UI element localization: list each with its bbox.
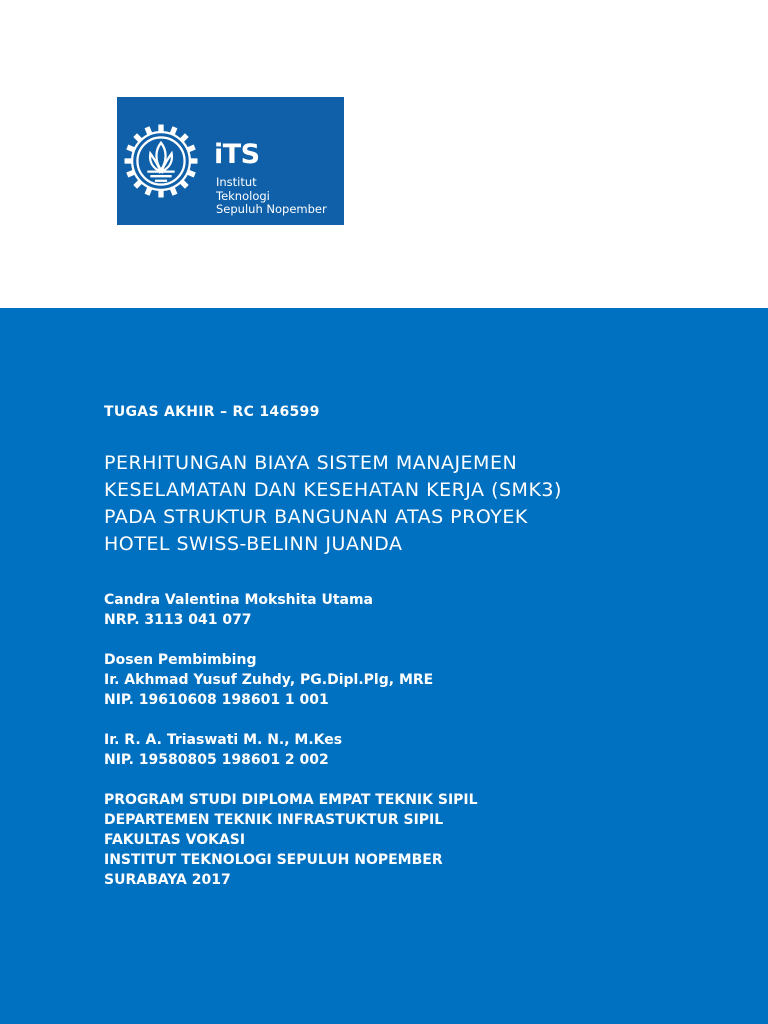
supervisor-heading: Dosen Pembimbing (104, 652, 257, 668)
supervisor-block-1 (104, 650, 433, 710)
institution-line: SURABAYA 2017 (104, 872, 231, 888)
supervisor-name: Ir. R. A. Triaswati M. N., M.Kes (104, 732, 343, 748)
author-block (104, 590, 373, 630)
institution-line: INSTITUT TEKNOLOGI SEPULUH NOPEMBER (104, 852, 443, 868)
its-seal-icon (123, 123, 199, 199)
title-line: KESELAMATAN DAN KESEHATAN KERJA (SMK3) (104, 479, 562, 501)
document-code: TUGAS AKHIR – RC 146599 (104, 404, 320, 420)
its-name-line: Sepuluh Nopember (216, 202, 327, 216)
its-name (216, 176, 327, 217)
supervisor-nip: NIP. 19580805 198601 2 002 (104, 752, 329, 768)
title-line: PERHITUNGAN BIAYA SISTEM MANAJEMEN (104, 452, 518, 474)
cover-header (0, 0, 768, 308)
its-wordmark: iTS (214, 139, 260, 170)
author-nrp: NRP. 3113 041 077 (104, 612, 252, 628)
its-name-line: Teknologi (216, 188, 270, 203)
title-line: PADA STRUKTUR BANGUNAN ATAS PROYEK (104, 506, 528, 528)
its-logo (117, 97, 344, 225)
institution-line: FAKULTAS VOKASI (104, 832, 246, 848)
supervisor-name: Ir. Akhmad Yusuf Zuhdy, PG.Dipl.Plg, MRE (104, 672, 434, 688)
institution-line: DEPARTEMEN TEKNIK INFRASTUKTUR SIPIL (104, 812, 444, 828)
institution-line: PROGRAM STUDI DIPLOMA EMPAT TEKNIK SIPIL (104, 792, 478, 808)
cover-body (0, 308, 768, 1024)
thesis-title (104, 450, 562, 558)
author-name: Candra Valentina Mokshita Utama (104, 592, 374, 608)
institution-block (104, 790, 478, 890)
title-line: HOTEL SWISS-BELINN JUANDA (104, 533, 403, 555)
supervisor-block-2 (104, 730, 342, 770)
supervisor-nip: NIP. 19610608 198601 1 001 (104, 692, 329, 708)
its-name-line: Institut (216, 175, 257, 189)
